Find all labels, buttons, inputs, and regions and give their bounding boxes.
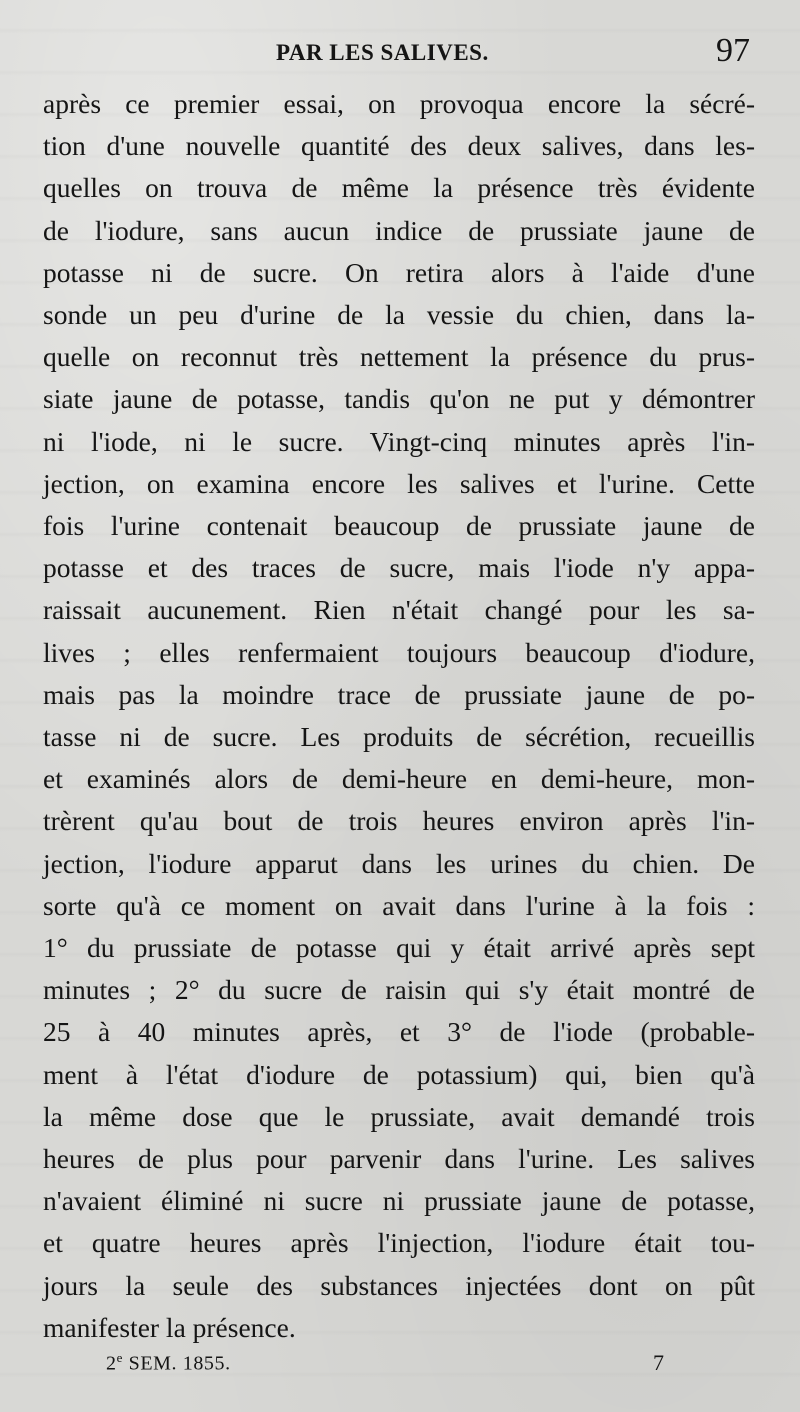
text-line: potasse ni de sucre. On retira alors à l'aide d'une (43, 256, 755, 288)
body-text (43, 83, 755, 1349)
signature-number: 7 (653, 1350, 664, 1375)
text-line: jours la seule des substances injectées dont on pût (43, 1269, 755, 1301)
text-line: 25 à 40 minutes après, et 3° de l'iode (probable- (43, 1016, 755, 1048)
signature-superscript: e (116, 1350, 123, 1365)
text-line: sorte qu'à ce moment on avait dans l'urine à la fois : (43, 889, 755, 921)
text-line: et quatre heures après l'injection, l'iodure était tou- (43, 1227, 755, 1259)
text-line: jection, l'iodure apparut dans les urines du chien. De (43, 847, 755, 879)
page-footer (0, 1350, 800, 1390)
text-line: raissait aucunement. Rien n'était changé pour les sa- (43, 594, 755, 626)
page-number: 97 (716, 32, 750, 69)
text-line: tasse ni de sucre. Les produits de sécrétion, recueillis (43, 721, 755, 753)
text-line: minutes ; 2° du sucre de raisin qui s'y était montré de (43, 974, 755, 1006)
text-line: heures de plus pour parvenir dans l'urine. Les salives (43, 1143, 755, 1175)
text-line: trèrent qu'au bout de trois heures environ après l'in- (43, 805, 755, 837)
text-line: et examinés alors de demi-heure en demi-heure, mon- (43, 763, 755, 795)
text-line: n'avaient éliminé ni sucre ni prussiate jaune de potasse, (43, 1185, 755, 1217)
text-line: la même dose que le prussiate, avait demandé trois (43, 1100, 755, 1132)
text-line: 1° du prussiate de potasse qui y était arrivé après sept (43, 932, 755, 964)
text-line: quelle on reconnut très nettement la présence du prus- (43, 341, 755, 373)
signature-ordinal: 2 (106, 1352, 117, 1375)
text-line: sonde un peu d'urine de la vessie du chien, dans la- (43, 299, 755, 331)
running-head: PAR LES SALIVES. (276, 40, 489, 65)
text-line: lives ; elles renfermaient toujours beaucoup d'iodure, (43, 636, 755, 668)
signature-text: SEM. 1855. (128, 1352, 231, 1375)
text-line: jection, on examina encore les salives et l'urine. Cette (43, 467, 755, 499)
text-line: quelles on trouva de même la présence très évidente (43, 172, 755, 204)
text-line: ment à l'état d'iodure de potassium) qui, bien qu'à (43, 1058, 755, 1090)
text-line: siate jaune de potasse, tandis qu'on ne put y démontrer (43, 383, 755, 415)
signature-mark (106, 1350, 231, 1376)
text-line: fois l'urine contenait beaucoup de prussiate jaune de (43, 510, 755, 542)
text-line: ni l'iode, ni le sucre. Vingt-cinq minutes après l'in- (43, 425, 755, 457)
text-line: potasse et des traces de sucre, mais l'iode n'y appa- (43, 552, 755, 584)
page-header (0, 30, 800, 80)
text-line: tion d'une nouvelle quantité des deux salives, dans les- (43, 130, 755, 162)
text-line: mais pas la moindre trace de prussiate jaune de po- (43, 678, 755, 710)
text-line-last: manifester la présence. (43, 1311, 296, 1343)
text-line: de l'iodure, sans aucun indice de prussiate jaune de (43, 214, 755, 246)
text-line: après ce premier essai, on provoqua encore la sécré- (43, 88, 755, 119)
